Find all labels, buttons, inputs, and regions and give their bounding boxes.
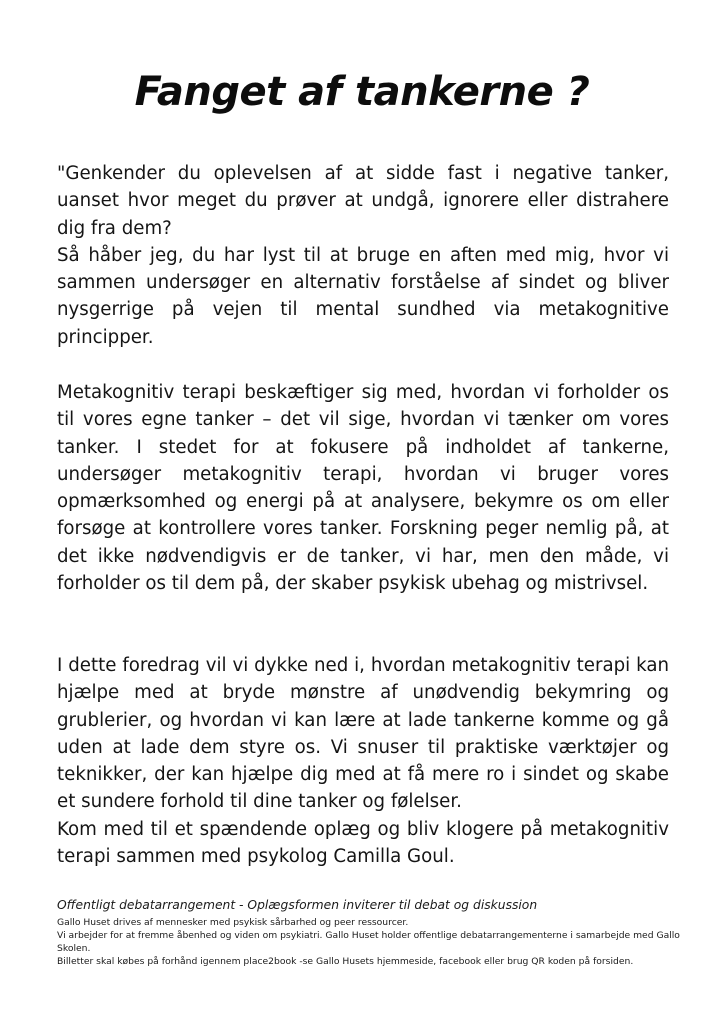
metacognitive-section <box>57 379 669 597</box>
footer <box>57 896 697 968</box>
footer-line-organization: Gallo Huset drives af mennesker med psykisk sårbarhed og peer ressourcer. <box>57 917 409 928</box>
intro-invitation: Så håber jeg, du har lyst til at bruge en aften med mig, hvor vi sammen undersøger en alternativ forståelse af sindet og bliver nysgerrige på vejen til mental sundhed via metakognitive principper. <box>57 244 669 348</box>
footer-line-mission: Vi arbejder for at fremme åbenhed og viden om psykiatri. Gallo Huset holder offentlige debatarrangementerne i samarbejde med Gallo Skolen. <box>57 930 680 954</box>
footer-headline: Offentligt debatarrangement - Oplægsformen inviterer til debat og diskussion <box>57 898 538 912</box>
lecture-invitation: Kom med til et spændende oplæg og bliv klogere på metakognitiv terapi sammen med psykolog Camilla Goul. <box>57 818 669 868</box>
lecture-section <box>57 652 669 870</box>
page-title: Fanget af tankerne ? <box>134 69 590 115</box>
footer-line-tickets: Billetter skal købes på forhånd igennem place2book -se Gallo Husets hjemmeside, facebook eller brug QR koden på forsiden. <box>57 956 634 967</box>
lecture-paragraph: I dette foredrag vil vi dykke ned i, hvordan metakognitiv terapi kan hjælpe med at bryde mønstre af unødvendig bekymring og grublerier, og hvordan vi kan lære at lade tankerne komme og gå uden at lade dem styre os. Vi snuser til praktiske værktøjer og teknikker, der kan hjælpe dig med at få mere ro i sindet og skabe et sundere forhold til dine tanker og følelser. <box>57 655 669 813</box>
intro-section <box>57 160 669 351</box>
metacognitive-paragraph: Metakognitiv terapi beskæftiger sig med, hvordan vi forholder os til vores egne tanker – det vil sige, hvordan vi tænker om vores tanker. I stedet for at fokusere på indholdet af tankerne, undersøger metakognitiv terapi, hvordan vi bruger vores opmærksomhed og energi på at analysere, bekymre os om eller forsøge at kontrollere vores tanker. Forskning peger nemlig på, at det ikke nødvendigvis er de tanker, vi har, men den måde, vi forholder os til dem på, der skaber psykisk ubehag og mistrivsel. <box>57 382 669 595</box>
intro-question: "Genkender du oplevelsen af at sidde fast i negative tanker, uanset hvor meget du prøver at undgå, ignorere eller distrahere dig fra dem? <box>57 163 669 239</box>
